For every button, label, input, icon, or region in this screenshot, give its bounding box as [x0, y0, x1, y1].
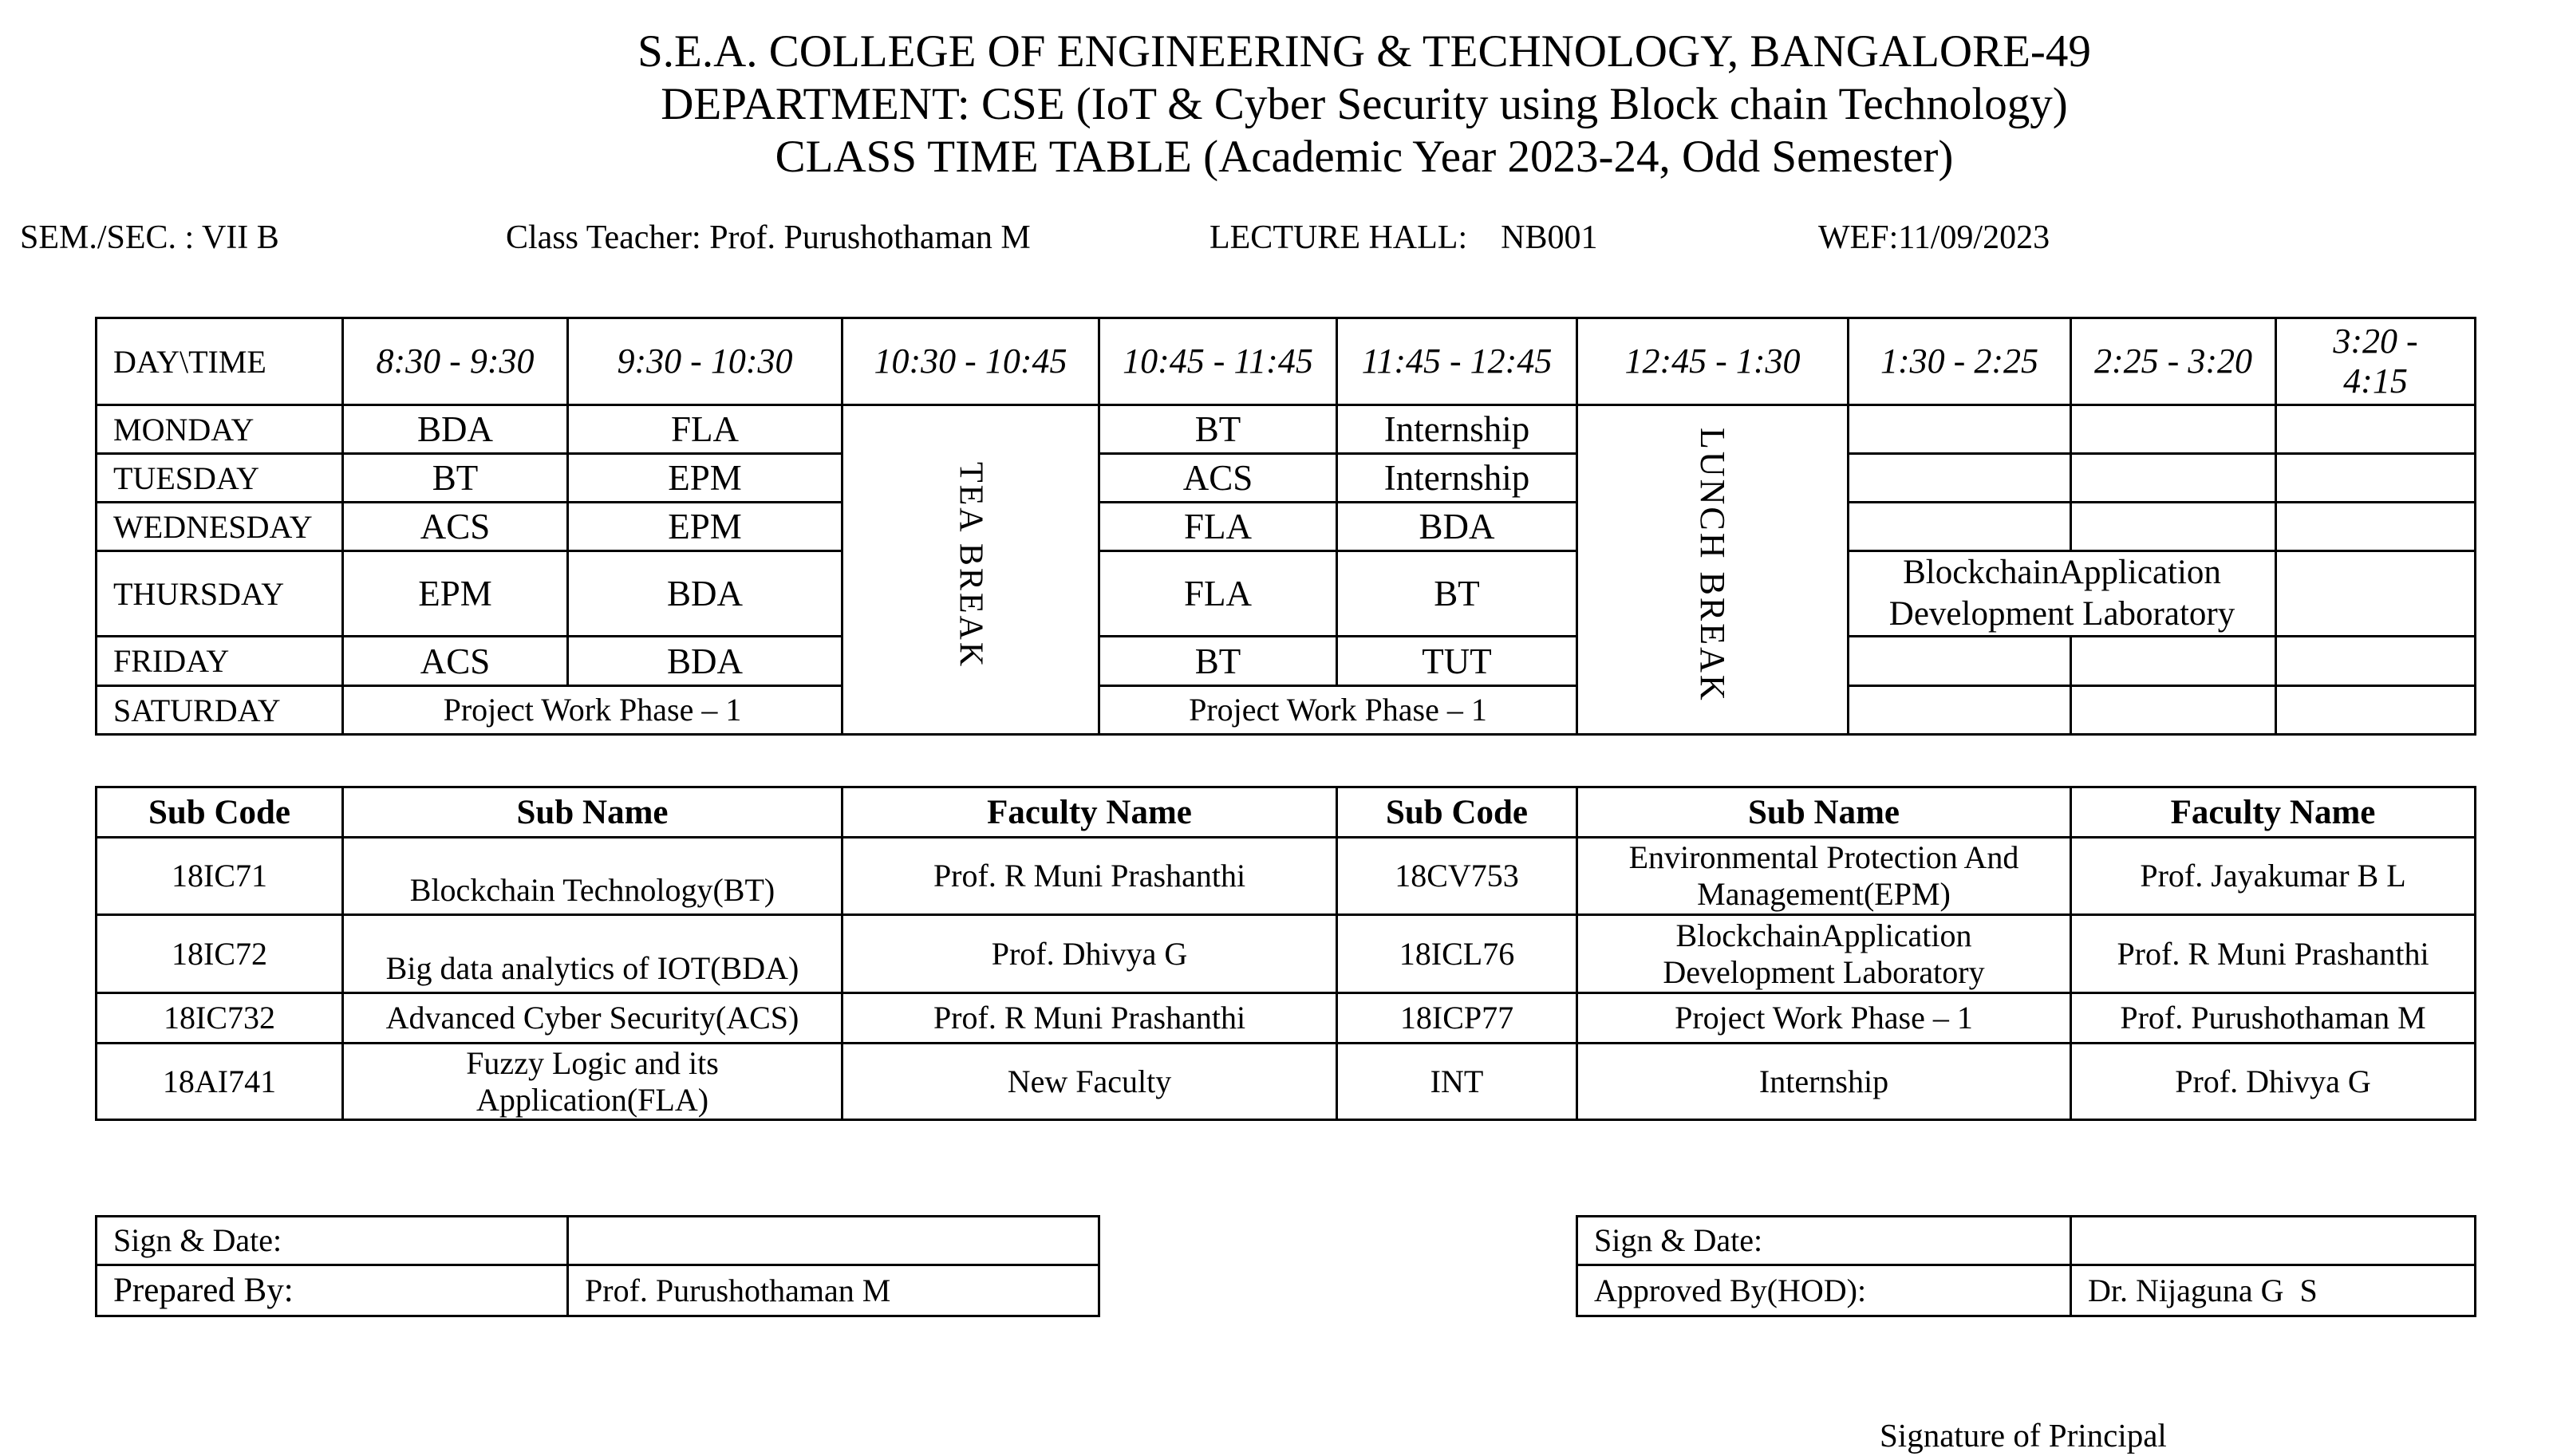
time-slot-header: 3:20 - 4:15	[2276, 318, 2476, 405]
approved-by-block	[1576, 1215, 2476, 1317]
timetable-row-friday	[97, 637, 2476, 686]
time-slot-header: 8:30 - 9:30	[343, 318, 568, 405]
sign-date-label: Sign & Date:	[1577, 1217, 2071, 1265]
corner-header: DAY\TIME	[97, 318, 343, 405]
timetable-row-wednesday	[97, 503, 2476, 551]
lecture-hall: LECTURE HALL: NB001	[1209, 219, 1598, 256]
period-cell: BT	[1337, 551, 1577, 637]
period-cell: BDA	[568, 551, 842, 637]
period-cell: BDA	[343, 405, 568, 454]
sign-date-field	[2071, 1217, 2476, 1265]
time-slot-header: 11:45 - 12:45	[1337, 318, 1577, 405]
period-cell	[1849, 454, 2071, 503]
period-cell: BT	[1099, 637, 1337, 686]
period-cell: Internship	[1337, 405, 1577, 454]
period-cell	[1849, 637, 2071, 686]
subject-code: 18ICP77	[1337, 993, 1577, 1044]
project-work-cell: Project Work Phase – 1	[1099, 686, 1577, 735]
timetable-row-thursday	[97, 551, 2476, 637]
lunch-break-cell	[1577, 405, 1849, 735]
subject-name: Advanced Cyber Security(ACS)	[343, 993, 842, 1044]
period-cell: EPM	[568, 503, 842, 551]
period-cell	[2071, 686, 2276, 735]
subject-name: Fuzzy Logic and its Application(FLA)	[343, 1044, 842, 1120]
period-cell: BT	[1099, 405, 1337, 454]
faculty-name: Prof. Dhivya G	[842, 915, 1337, 993]
day-label: SATURDAY	[97, 686, 343, 735]
prepared-by-block	[95, 1215, 1100, 1317]
period-cell: BDA	[568, 637, 842, 686]
period-cell	[2071, 503, 2276, 551]
day-label: FRIDAY	[97, 637, 343, 686]
sem-sec: SEM./SEC. : VII B	[20, 219, 279, 256]
time-slot-header: 12:45 - 1:30	[1577, 318, 1849, 405]
subject-name: Blockchain Technology(BT)	[343, 838, 842, 915]
lab-session-cell: BlockchainApplication Development Laboratory	[1849, 551, 2276, 637]
day-label: MONDAY	[97, 405, 343, 454]
subject-code: 18AI741	[97, 1044, 343, 1120]
subject-name: BlockchainApplication Development Laboratory	[1577, 915, 2071, 993]
subject-row	[97, 1044, 2476, 1120]
timetable-row-tuesday	[97, 454, 2476, 503]
faculty-name: Prof. R Muni Prashanthi	[2071, 915, 2476, 993]
subject-name: Internship	[1577, 1044, 2071, 1120]
faculty-name: Prof. R Muni Prashanthi	[842, 993, 1337, 1044]
time-slot-header: 9:30 - 10:30	[568, 318, 842, 405]
approved-by-name: Dr. Nijaguna G S	[2071, 1265, 2476, 1316]
column-header: Faculty Name	[2071, 787, 2476, 838]
faculty-name: Prof. Dhivya G	[2071, 1044, 2476, 1120]
time-slot-header: 2:25 - 3:20	[2071, 318, 2276, 405]
period-cell	[2276, 686, 2476, 735]
prepared-by-name: Prof. Purushothaman M	[568, 1265, 1099, 1316]
sign-date-field	[568, 1217, 1099, 1265]
period-cell: BDA	[1337, 503, 1577, 551]
subject-row	[97, 915, 2476, 993]
column-header: Sub Code	[97, 787, 343, 838]
period-cell	[2276, 551, 2476, 637]
timetable-row-saturday	[97, 686, 2476, 735]
class-teacher: Class Teacher: Prof. Purushothaman M	[506, 219, 1031, 256]
period-cell	[2276, 454, 2476, 503]
subject-code: 18CV753	[1337, 838, 1577, 915]
period-cell: FLA	[1099, 503, 1337, 551]
faculty-name: Prof. Purushothaman M	[2071, 993, 2476, 1044]
period-cell	[1849, 503, 2071, 551]
subject-code: INT	[1337, 1044, 1577, 1120]
project-work-cell: Project Work Phase – 1	[343, 686, 842, 735]
timetable-row-monday	[97, 405, 2476, 454]
lunch-break-label: LUNCH BREAK	[1693, 428, 1732, 703]
subject-row	[97, 838, 2476, 915]
period-cell: EPM	[568, 454, 842, 503]
time-header-row	[97, 318, 2476, 405]
subject-code: 18IC71	[97, 838, 343, 915]
period-cell: ACS	[343, 637, 568, 686]
day-label: THURSDAY	[97, 551, 343, 637]
period-cell	[2071, 405, 2276, 454]
principal-signature-label: Signature of Principal	[1880, 1417, 2167, 1454]
period-cell	[2276, 405, 2476, 454]
tea-break-label: TEA BREAK	[952, 461, 989, 669]
department-title: DEPARTMENT: CSE (IoT & Cyber Security using Block chain Technology)	[661, 79, 2068, 129]
period-cell	[1849, 686, 2071, 735]
day-label: TUESDAY	[97, 454, 343, 503]
day-label: WEDNESDAY	[97, 503, 343, 551]
column-header: Sub Name	[343, 787, 842, 838]
class-timetable	[95, 317, 2476, 736]
period-cell: FLA	[568, 405, 842, 454]
subject-code: 18IC732	[97, 993, 343, 1044]
subject-row	[97, 993, 2476, 1044]
tea-break-cell	[842, 405, 1099, 735]
wef-date: WEF:11/09/2023	[1818, 219, 2050, 256]
period-cell: ACS	[1099, 454, 1337, 503]
time-slot-header: 1:30 - 2:25	[1849, 318, 2071, 405]
time-slot-header: 10:45 - 11:45	[1099, 318, 1337, 405]
subject-name: Environmental Protection And Management(EPM)	[1577, 838, 2071, 915]
subject-name: Big data analytics of IOT(BDA)	[343, 915, 842, 993]
column-header: Sub Name	[1577, 787, 2071, 838]
sign-date-label: Sign & Date:	[97, 1217, 568, 1265]
college-title: S.E.A. COLLEGE OF ENGINEERING & TECHNOLOGY, BANGALORE-49	[637, 26, 2091, 77]
period-cell	[2071, 454, 2276, 503]
subjects-header-row	[97, 787, 2476, 838]
period-cell	[1849, 405, 2071, 454]
subject-faculty-table	[95, 786, 2476, 1121]
period-cell: Internship	[1337, 454, 1577, 503]
period-cell	[2276, 637, 2476, 686]
timetable-subtitle: CLASS TIME TABLE (Academic Year 2023-24, Odd Semester)	[775, 132, 1954, 182]
faculty-name: Prof. R Muni Prashanthi	[842, 838, 1337, 915]
faculty-name: New Faculty	[842, 1044, 1337, 1120]
period-cell: ACS	[343, 503, 568, 551]
subject-name: Project Work Phase – 1	[1577, 993, 2071, 1044]
subject-code: 18IC72	[97, 915, 343, 993]
column-header: Sub Code	[1337, 787, 1577, 838]
subject-code: 18ICL76	[1337, 915, 1577, 993]
column-header: Faculty Name	[842, 787, 1337, 838]
period-cell: BT	[343, 454, 568, 503]
time-slot-header: 10:30 - 10:45	[842, 318, 1099, 405]
prepared-by-label: Prepared By:	[97, 1265, 568, 1316]
period-cell	[2071, 637, 2276, 686]
approved-by-label: Approved By(HOD):	[1577, 1265, 2071, 1316]
period-cell: EPM	[343, 551, 568, 637]
period-cell	[2276, 503, 2476, 551]
faculty-name: Prof. Jayakumar B L	[2071, 838, 2476, 915]
period-cell: FLA	[1099, 551, 1337, 637]
period-cell: TUT	[1337, 637, 1577, 686]
